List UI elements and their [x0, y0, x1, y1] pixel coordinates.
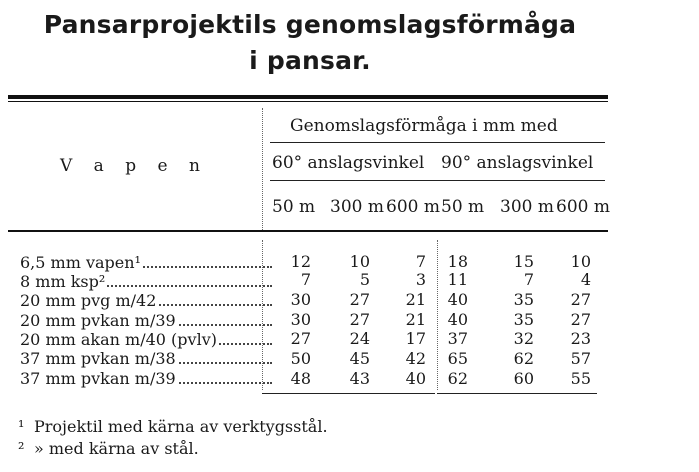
distance-header: 50 m — [272, 197, 316, 217]
table-cell: 27 — [570, 310, 591, 329]
table-cell: 15 — [513, 252, 534, 271]
table-bottom-rule-left — [262, 393, 435, 394]
table-cell: 50 — [290, 349, 311, 368]
table-cell: 3 — [415, 270, 426, 289]
distance-header: 600 m — [386, 197, 440, 217]
table-cell: 40 — [447, 310, 468, 329]
header-bottom-rule — [8, 230, 608, 232]
group-header-rule — [270, 142, 605, 143]
page-subtitle: i pansar. — [249, 46, 371, 75]
table-cell: 40 — [405, 369, 426, 388]
table-cell: 45 — [349, 349, 370, 368]
header-divider-left — [262, 108, 263, 230]
table-cell: 57 — [570, 349, 591, 368]
table-cell: 30 — [290, 290, 311, 309]
table-cell: 35 — [513, 290, 534, 309]
table-bottom-rule-right — [437, 393, 597, 394]
table-row-label: 20 mm pvg m/42 — [20, 291, 278, 310]
group-header: Genomslagsförmåga i mm med — [290, 116, 558, 136]
table-cell: 12 — [290, 252, 311, 271]
subgroup-header-60: 60° anslagsvinkel — [272, 153, 425, 173]
table-cell: 7 — [415, 252, 426, 271]
table-cell: 40 — [447, 290, 468, 309]
footnote-1 — [18, 417, 328, 436]
table-cell: 62 — [447, 369, 468, 388]
distance-header: 50 m — [441, 197, 485, 217]
footnote-mark: ² — [18, 439, 25, 458]
table-cell: 27 — [290, 329, 311, 348]
distance-header: 300 m — [500, 197, 554, 217]
table-cell: 17 — [405, 329, 426, 348]
table-cell: 37 — [447, 329, 468, 348]
table-cell: 11 — [447, 270, 468, 289]
table-cell: 30 — [290, 310, 311, 329]
table-cell: 32 — [513, 329, 534, 348]
table-cell: 43 — [349, 369, 370, 388]
table-cell: 24 — [349, 329, 370, 348]
table-cell: 27 — [349, 290, 370, 309]
table-cell: 60 — [513, 369, 534, 388]
footnote-mark: ¹ — [18, 417, 25, 436]
table-top-rule-thick — [8, 95, 608, 99]
table-cell: 35 — [513, 310, 534, 329]
table-cell: 62 — [513, 349, 534, 368]
page-title: Pansarprojektils genomslagsförmåga — [43, 10, 577, 39]
table-cell: 10 — [570, 252, 591, 271]
table-top-rule-thin — [8, 101, 608, 102]
table-cell: 5 — [359, 270, 370, 289]
table-cell: 21 — [405, 290, 426, 309]
table-cell: 18 — [447, 252, 468, 271]
table-cell: 23 — [570, 329, 591, 348]
table-cell: 7 — [300, 270, 311, 289]
distance-header: 600 m — [556, 197, 610, 217]
table-row-label: 8 mm ksp² — [20, 272, 278, 291]
table-row-label: 37 mm pvkan m/39 — [20, 369, 278, 388]
distance-header: 300 m — [330, 197, 384, 217]
footnote-2 — [18, 439, 199, 458]
table-row-label: 37 mm pvkan m/38 — [20, 349, 278, 368]
table-cell: 65 — [447, 349, 468, 368]
footnote-text: Projektil med kärna av verktygsstål. — [34, 417, 328, 436]
footnote-text: » med kärna av stål. — [34, 439, 199, 458]
table-row-label: 20 mm akan m/40 (pvlv) — [20, 330, 278, 349]
weapon-column-header: V a p e n — [60, 156, 208, 176]
table-cell: 4 — [580, 270, 591, 289]
table-cell: 55 — [570, 369, 591, 388]
table-cell: 27 — [349, 310, 370, 329]
subgroup-header-90: 90° anslagsvinkel — [441, 153, 594, 173]
subgroup-rule — [270, 180, 605, 181]
table-row-label: 6,5 mm vapen¹ — [20, 253, 278, 272]
table-cell: 10 — [349, 252, 370, 271]
table-cell: 7 — [523, 270, 534, 289]
table-cell: 21 — [405, 310, 426, 329]
table-cell: 27 — [570, 290, 591, 309]
table-cell: 48 — [290, 369, 311, 388]
table-row-label: 20 mm pvkan m/39 — [20, 311, 278, 330]
table-cell: 42 — [405, 349, 426, 368]
